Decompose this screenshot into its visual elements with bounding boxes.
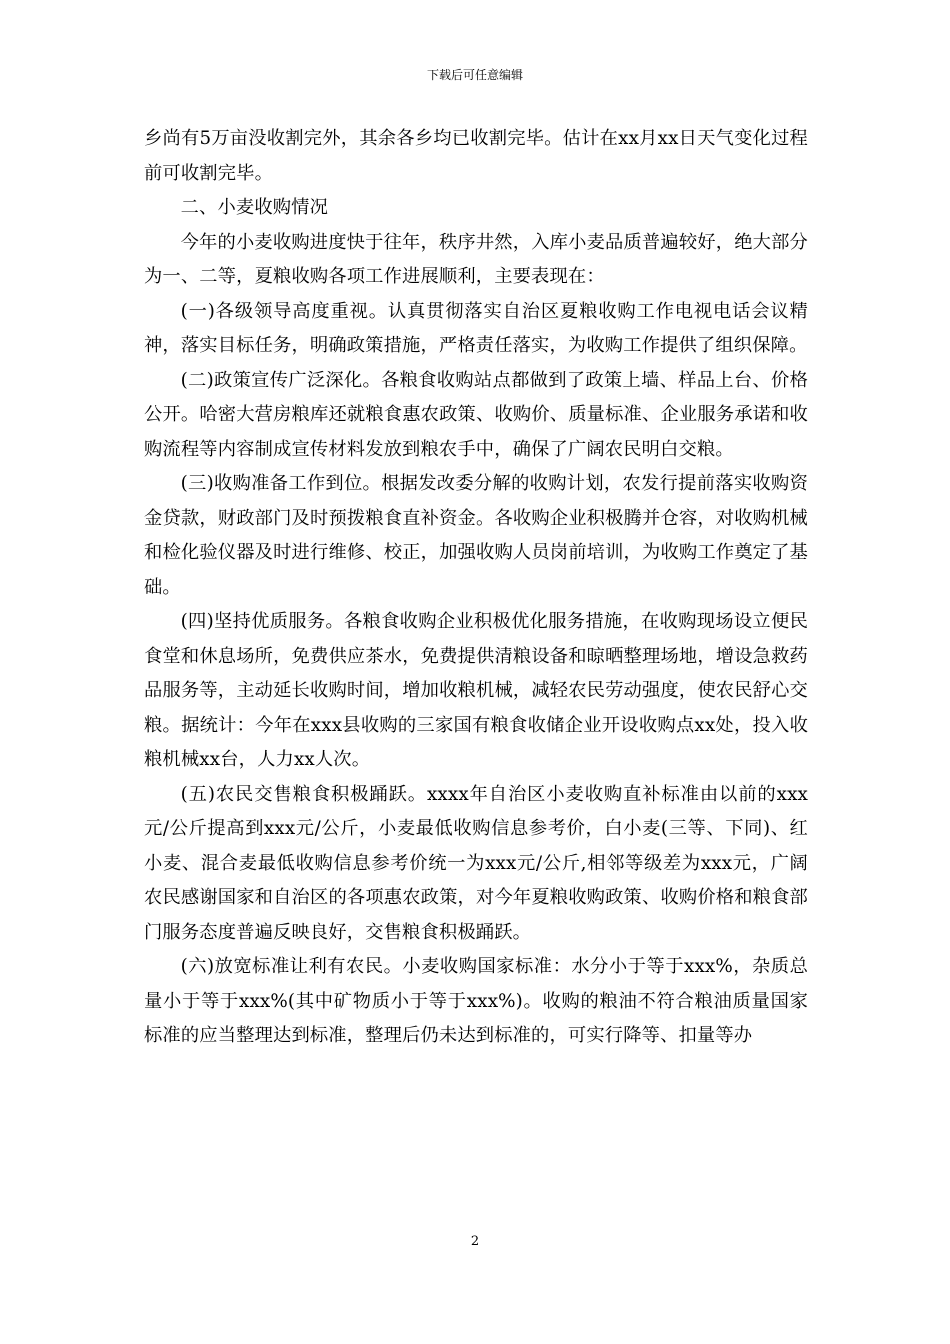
paragraph-continuation: 乡尚有5万亩没收割完外，其余各乡均已收割完毕。估计在xx月xx日天气变化过程前可收割完毕。	[144, 128, 808, 184]
paragraph-item-3: (三)收购准备工作到位。根据发改委分解的收购计划，农发行提前落实收购资金贷款，财政部门及时预拨粮食直补资金。各收购企业积极腾并仓容，对收购机械和检化验仪器及时进行维修、校正，加强收购人员岗前培训，为收购工作奠定了基础。	[144, 473, 808, 598]
section-heading-wheat-purchase: 二、小麦收购情况	[180, 197, 329, 218]
paragraph-item-6: (六)放宽标准让利有农民。小麦收购国家标准：水分小于等于xxx%，杂质总量小于等于xxx%(其中矿物质小于等于xxx%)。收购的粮油不符合粮油质量国家标准的应当整理达到标准，整理后仍未达到标准的，可实行降等、扣量等办	[144, 956, 808, 1046]
document-body	[144, 122, 808, 1054]
paragraph-overview: 今年的小麦收购进度快于往年，秩序井然，入库小麦品质普遍较好，绝大部分为一、二等，夏粮收购各项工作进展顺利，主要表现在：	[144, 231, 808, 287]
paragraph-item-5: (五)农民交售粮食积极踊跃。xxxx年自治区小麦收购直补标准由以前的xxx元/公斤提高到xxx元/公斤，小麦最低收购信息参考价，白小麦(三等、下同)、红小麦、混合麦最低收购信息参考价统一为xxx元/公斤,相邻等级差为xxx元，广阔农民感谢国家和自治区的各项惠农政策，对今年夏粮收购政策、收购价格和粮食部门服务态度普遍反映良好，交售粮食积极踊跃。	[144, 783, 808, 943]
page-number: 2	[470, 1234, 480, 1249]
paragraph-item-2: (二)政策宣传广泛深化。各粮食收购站点都做到了政策上墙、样品上台、价格公开。哈密大营房粮库还就粮食惠农政策、收购价、质量标准、企业服务承诺和收购流程等内容制成宣传材料发放到粮农手中，确保了广阔农民明白交粮。	[144, 369, 808, 460]
paragraph-item-4: (四)坚持优质服务。各粮食收购企业积极优化服务措施，在收购现场设立便民食堂和休息场所，免费供应茶水，免费提供清粮设备和晾晒整理场地，增设急救药品服务等，主动延长收购时间，增加收粮机械，减轻农民劳动强度，使农民舒心交粮。据统计：今年在xxx县收购的三家国有粮食收储企业开设收购点xx处，投入收粮机械xx台，人力xx人次。	[144, 611, 808, 770]
page-header: 下载后可任意编辑	[426, 68, 523, 82]
paragraph-item-1: (一)各级领导高度重视。认真贯彻落实自治区夏粮收购工作电视电话会议精神，落实目标任务，明确政策措施，严格责任落实，为收购工作提供了组织保障。	[144, 300, 808, 356]
